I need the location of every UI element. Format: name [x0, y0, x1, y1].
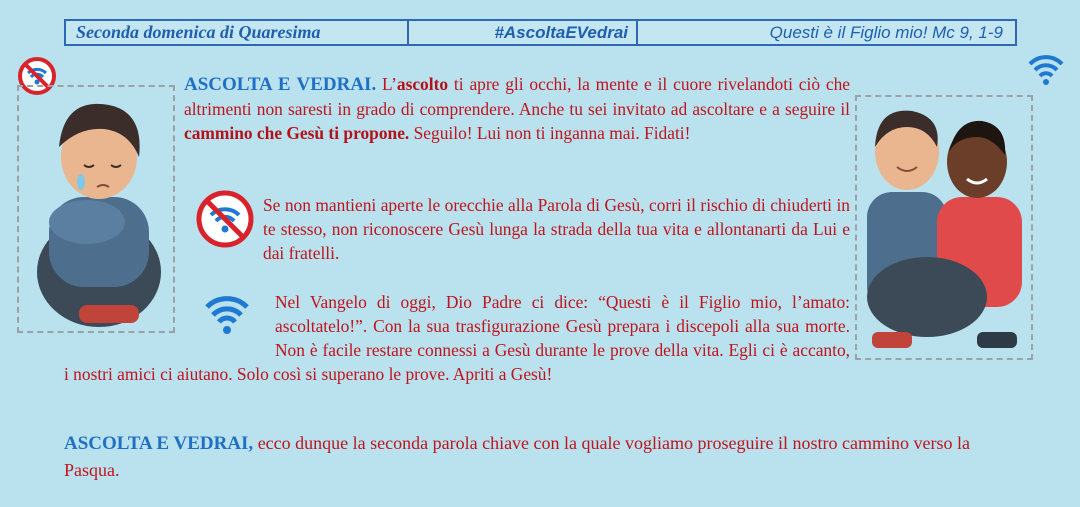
header-gospel-ref: Questi è il Figlio mio! Mc 9, 1-9: [769, 22, 1003, 42]
warning-paragraph: Se non mantieni aperte le orecchie alla Parola di Gesù, corri il rischio di chiuderti in te stesso, non riconoscere Gesù lunga la strada della tua vita e allontanarti da Lui e dai fratelli.: [263, 195, 850, 263]
header-hashtag: #AscoltaEVedrai: [409, 21, 638, 44]
intro-title: ASCOLTA E VEDRAI.: [184, 74, 377, 95]
header-sunday: Seconda domenica di Quaresima: [66, 21, 409, 44]
conclusion-paragraph: ASCOLTA E VEDRAI, ecco dunque la seconda parola chiave con la quale vogliamo proseguire il nostro cammino verso la Pasqua.: [64, 433, 970, 480]
no-wifi-icon: [194, 188, 256, 250]
intro-paragraph: ASCOLTA E VEDRAI. L’ascolto ti apre gli occhi, la mente e il cuore rivelandoti ciò che altrimenti non saresti in grado di comprendere. Anche tu sei invitato ad ascoltare e a seguire il cammino che Gesù ti propone. Seguilo! Lui non ti inganna mai. Fidati!: [184, 74, 851, 143]
header-bar: [64, 19, 1017, 46]
friends-illustration: [855, 95, 1033, 360]
gospel-paragraph: Nel Vangelo di oggi, Dio Padre ci dice: “Questi è il Figlio mio, l’amato: ascoltatelo!”. Con la sua trasfigurazione Gesù prepara i discepoli alla sua morte. Non è facile restare connessi a Gesù durante le prove della vita. Egli ci è accanto, i nostri amici ci aiutano. Solo così si superano le prove. Apriti a Gesù!: [64, 292, 850, 384]
conclusion-title: ASCOLTA E VEDRAI,: [64, 433, 254, 454]
wifi-icon: [1024, 44, 1068, 88]
